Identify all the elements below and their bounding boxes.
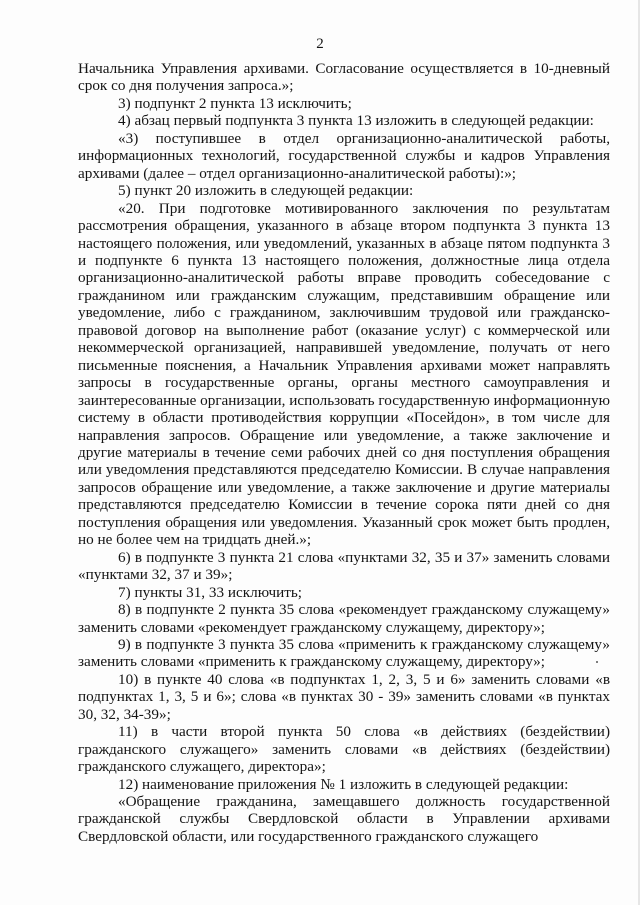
paragraph-item-11: 11) в части второй пункта 50 слова «в действиях (бездействии) гражданского служащего» заменить словами «в действиях (бездействии) гражданского служащего, директора»;: [78, 723, 610, 776]
document-body: [78, 60, 610, 845]
paragraph-item-5: 5) пункт 20 изложить в следующей редакции:: [118, 182, 414, 200]
paragraph-item-8: 8) в подпункте 2 пункта 35 слова «рекомендует гражданскому служащему» заменить словами «рекомендует гражданскому служащему, директору»;: [78, 601, 610, 636]
paragraph-item-7: 7) пункты 31, 33 исключить;: [118, 583, 303, 601]
paragraph-approval-term: Начальника Управления архивами. Согласование осуществляется в 10-дневный срок со дня получения запроса.»;: [78, 60, 610, 95]
paragraph-item-4-text: «3) поступившее в отдел организационно-аналитической работы, информационных технологий, государственной службы и кадров Управления архивами (далее – отдел организационно-аналитической работы):»;: [78, 129, 610, 182]
paragraph-item-6: 6) в подпункте 3 пункта 21 слова «пунктами 32, 35 и 37» заменить словами «пунктами 32, 37 и 39»;: [78, 548, 610, 584]
paragraph-item-4: 4) абзац первый подпункта 3 пункта 13 изложить в следующей редакции:: [118, 112, 594, 130]
page-number: 2: [316, 36, 324, 52]
paragraph-appendix-title: «Обращение гражданина, замещавшего должность государственной гражданской службы Свердловской области в Управлении архивами Свердловской области, или государственного гражданского служащего: [78, 793, 610, 845]
paragraph-item-12: 12) наименование приложения № 1 изложить в следующей редакции:: [118, 775, 569, 793]
paragraph-item-9: 9) в подпункте 3 пункта 35 слова «применить к гражданскому служащему» заменить словами «применить к гражданскому служащему, директору»;: [78, 635, 610, 671]
paragraph-item-3: 3) подпункт 2 пункта 13 исключить;: [118, 94, 352, 112]
paragraph-item-20-text: «20. При подготовке мотивированного заключения по результатам рассмотрения обращения, указанного в абзаце втором подпункта 3 пункта 13 настоящего положения, или уведомлений, указанных в абзаце пятом подпункта 3 и подпункте 6 пункта 13 настоящего положения, должностные лица отдела организационно-аналитической работы вправе проводить собеседование с гражданином или гражданским служащим, представившим обращение или уведомление, либо с гражданином, заключившим трудовой или гражданско-правовой договор на выполнение работ (оказание услуг) с коммерческой или некоммерческой организацией, направившей уведомление, получать от него письменные пояснения, а Начальник Управления архивами может направлять запросы в государственные органы, органы местного самоуправления и заинтересованные организации, использовать государственную информационную систему в области противодействия коррупции «Посейдон», в том числе для направления запросов. Обращение или уведомление, а также заключение и другие материалы в течение семи рабочих дней со дня поступления обращения или уведомления представляются председателю Комиссии. В случае направления запросов обращение или уведомление, а также заключение и другие материалы представляются председателю Комиссии в течение сорока пяти дней со дня поступления обращения или уведомления. Указанный срок может быть продлен, но не более чем на тридцать дней.»;: [78, 199, 610, 549]
paragraph-item-10: 10) в пункте 40 слова «в подпунктах 1, 2, 3, 5 и 6» заменить словами «в подпунктах 1, 3, 5 и 6»; слова «в пунктах 30 - 39» заменить словами «в пунктах 30, 32, 34-39»;: [78, 670, 610, 723]
